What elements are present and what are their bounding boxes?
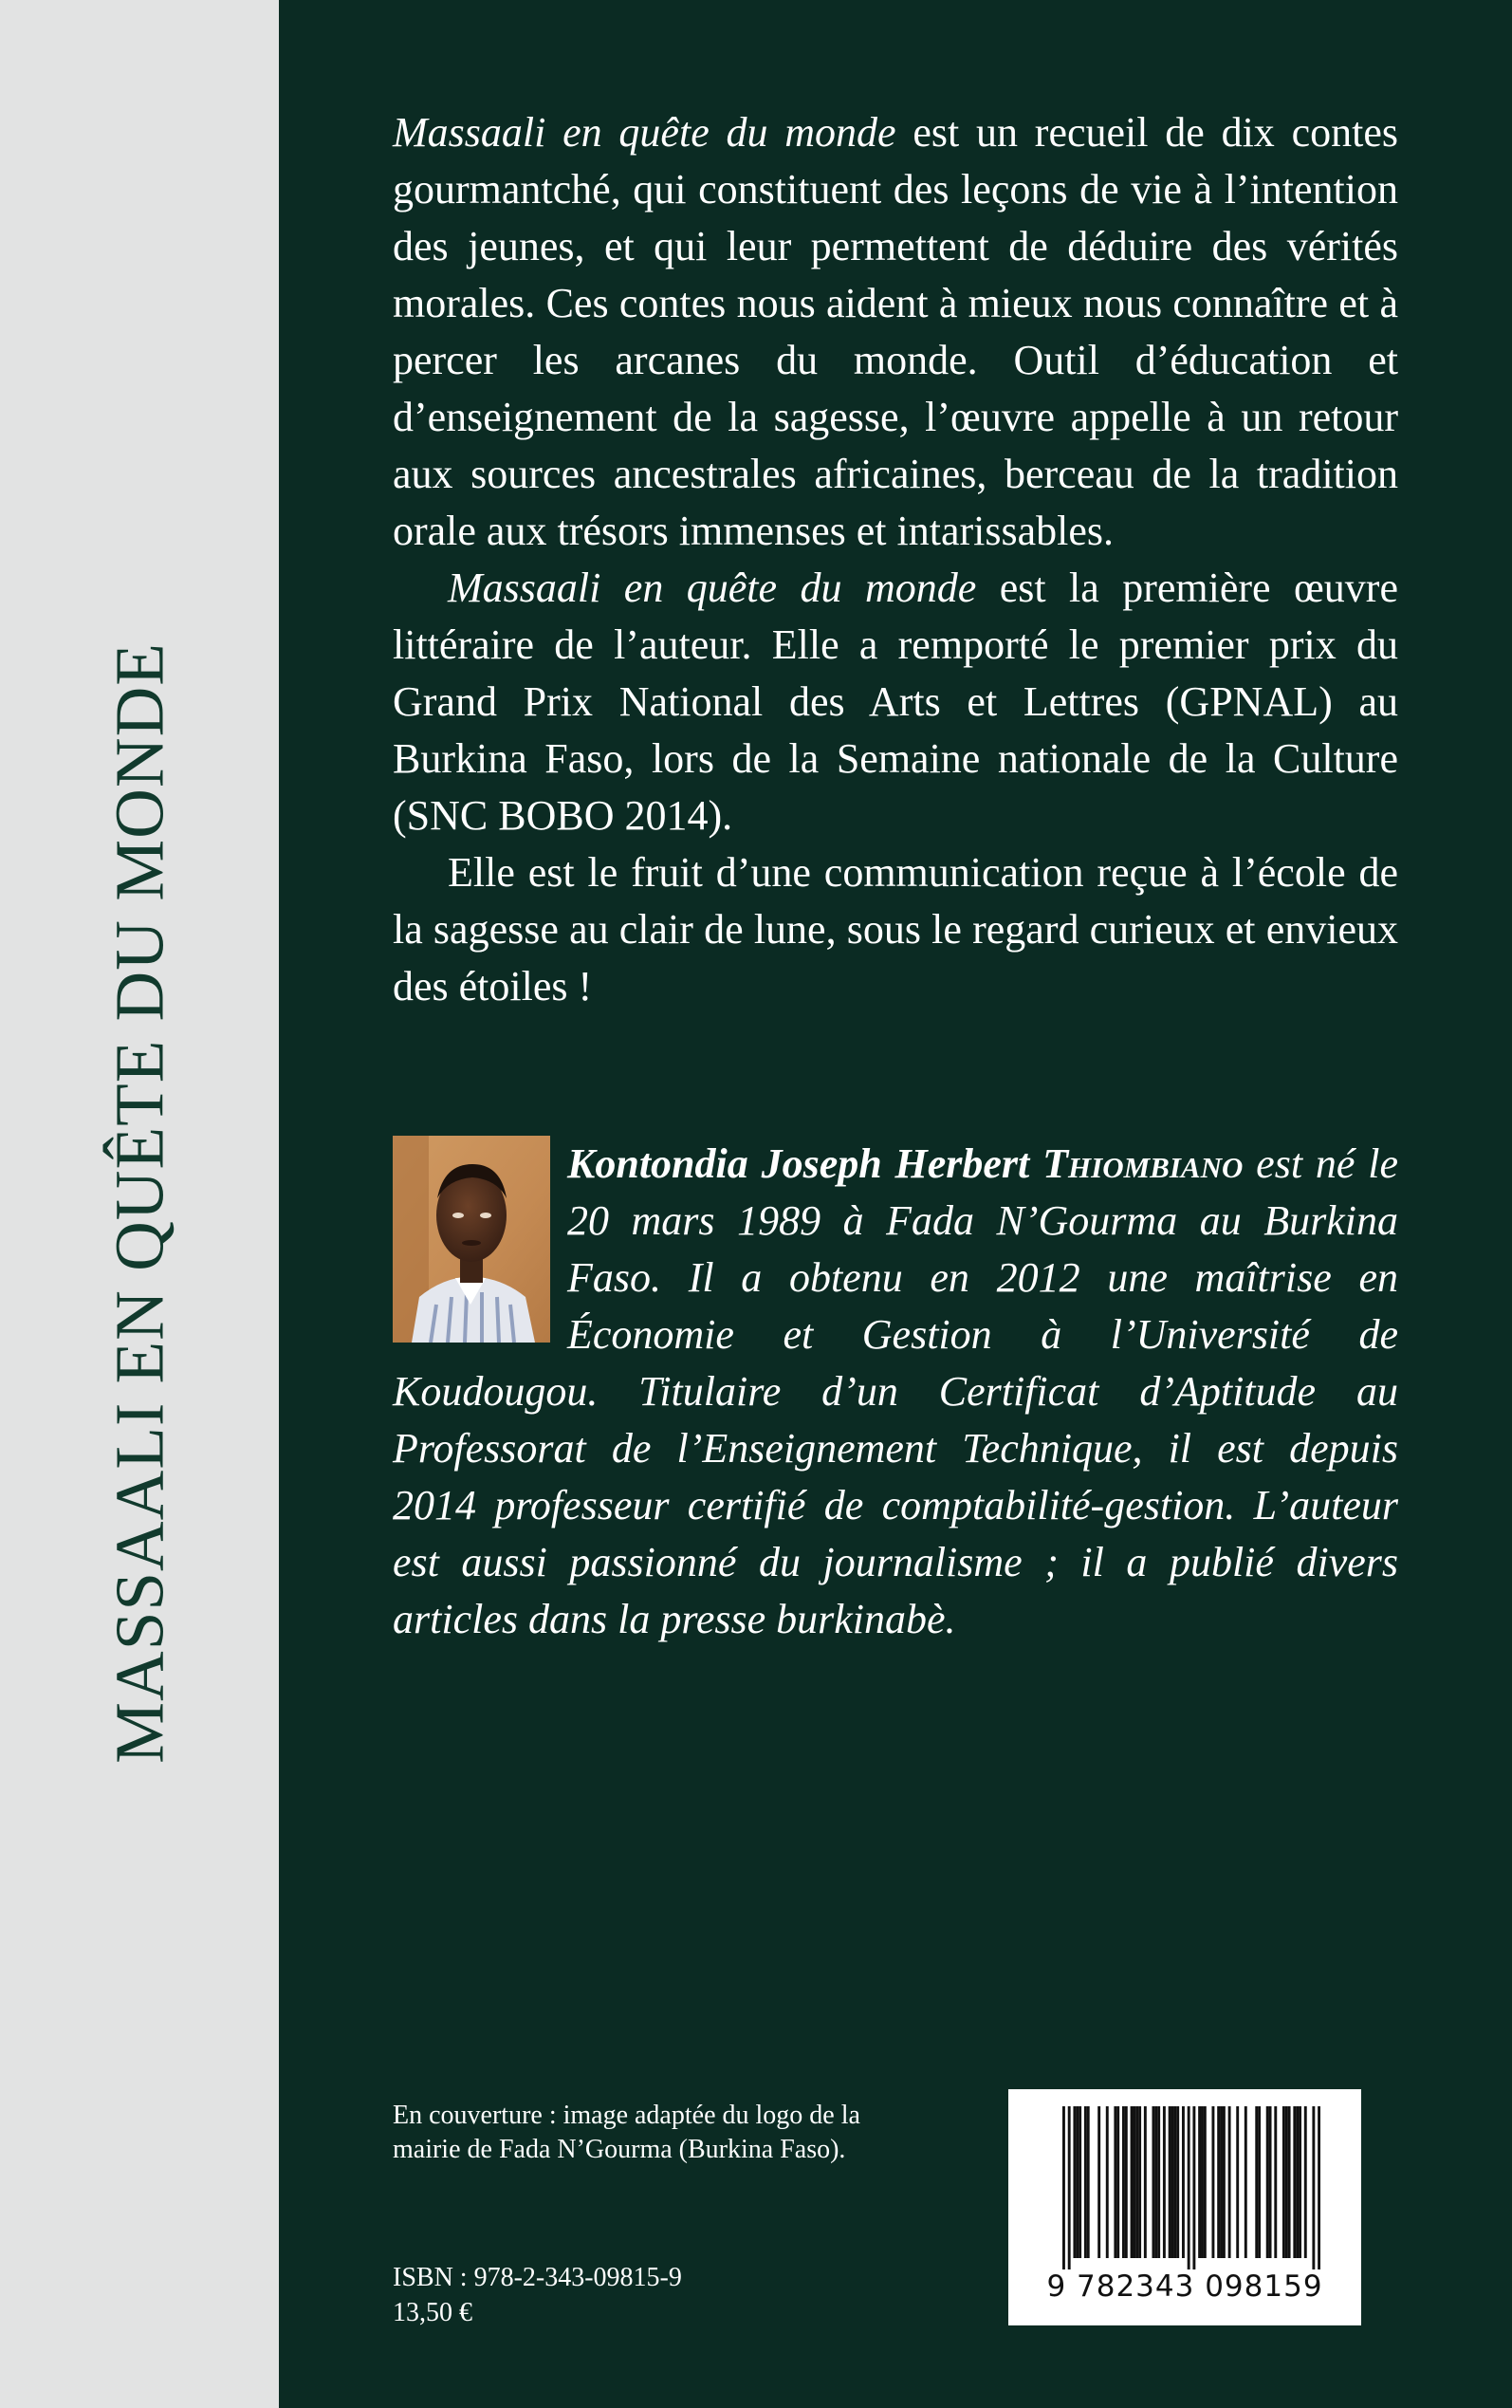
barcode-bar bbox=[1211, 2106, 1214, 2258]
blurb-paragraph-3: Elle est le fruit d’une communication reçue à l’école de la sagesse au clair de lune, sous le regard curieux et envieux des étoiles ! bbox=[393, 849, 1398, 1010]
barcode-digits: 9 782343 098159 bbox=[1046, 2269, 1323, 2304]
barcode-bar bbox=[1171, 2106, 1174, 2258]
author-section bbox=[393, 1136, 1398, 1648]
barcode-bar bbox=[1062, 2106, 1065, 2269]
barcode-bar bbox=[1312, 2106, 1315, 2269]
barcode-bar bbox=[1176, 2106, 1179, 2258]
barcode-bar bbox=[1299, 2106, 1301, 2258]
barcode-bar bbox=[1318, 2106, 1320, 2269]
book-title-italic: Massaali en quête du monde bbox=[393, 109, 896, 156]
price: 13,50 € bbox=[393, 2298, 472, 2327]
barcode-bar bbox=[1144, 2106, 1147, 2258]
barcode bbox=[1062, 2106, 1320, 2269]
author-surname: Thiombiano bbox=[1042, 1140, 1244, 1187]
barcode-bar bbox=[1304, 2106, 1307, 2258]
barcode-bar bbox=[1106, 2106, 1109, 2258]
barcode-bar bbox=[1135, 2106, 1138, 2258]
barcode-bar bbox=[1122, 2106, 1125, 2258]
barcode-bar bbox=[1131, 2106, 1134, 2258]
barcode-bar bbox=[1245, 2106, 1247, 2258]
barcode-bar bbox=[1076, 2106, 1079, 2258]
blurb-paragraph-2 bbox=[393, 560, 1398, 844]
barcode-bar bbox=[1220, 2106, 1223, 2258]
barcode-bar bbox=[1173, 2106, 1176, 2258]
barcode-bar bbox=[1097, 2106, 1100, 2258]
barcode-bar bbox=[1293, 2106, 1296, 2258]
barcode-bar bbox=[1133, 2106, 1135, 2258]
barcode-bar bbox=[1079, 2106, 1081, 2258]
barcode-bar bbox=[1169, 2106, 1171, 2258]
barcode-bar bbox=[1236, 2106, 1239, 2258]
barcode-bar bbox=[1285, 2106, 1288, 2258]
barcode-bar bbox=[1114, 2106, 1116, 2258]
barcode-bar bbox=[1296, 2106, 1299, 2258]
barcode-bar bbox=[1116, 2106, 1119, 2258]
barcode-bar bbox=[1188, 2106, 1190, 2269]
author-bio-text: est né le 20 mars 1989 à Fada N’Gourma au Burkina Faso. Il a obtenu en 2012 une maîtrise en Économie et Gestion à l’Université de Koudougou. Titulaire d’un Certificat d’Aptitude au Professorat de l’Enseignement Technique, il est depuis 2014 professeur certifié de comptabilité-gestion. L’auteur est aussi passionné du journalisme ; il a publié divers articles dans la presse burkinabè. bbox=[393, 1140, 1399, 1642]
author-name bbox=[567, 1140, 1243, 1187]
barcode-bar bbox=[1154, 2106, 1157, 2258]
author-photo bbox=[393, 1136, 550, 1343]
book-title-italic: Massaali en quête du monde bbox=[448, 565, 977, 611]
blurb-paragraph-1-text: est un recueil de dix contes gourmantché, qui constituent des leçons de vie à l’intention des jeunes, et qui leur permettent de déduire des vérités morales. Ces contes nous aident à mieux nous connaître et à percer les arcanes du monde. Outil d’éducation et d’enseignement de la sagesse, l’œuvre appelle à un retour aux sources ancestrales africaines, berceau de la tradition orale aux trésors immenses et intarissables. bbox=[393, 109, 1398, 554]
barcode-bar bbox=[1068, 2106, 1071, 2269]
barcode-bar bbox=[1125, 2106, 1128, 2258]
barcode-bar bbox=[1157, 2106, 1160, 2258]
barcode-bar bbox=[1274, 2106, 1277, 2258]
barcode-bar bbox=[1163, 2106, 1166, 2258]
barcode-bar bbox=[1152, 2106, 1154, 2258]
barcode-bar bbox=[1269, 2106, 1272, 2258]
barcode-bar bbox=[1198, 2106, 1201, 2258]
barcode-bar bbox=[1266, 2106, 1269, 2258]
cover-credit-line-2: mairie de Fada N’Gourma (Burkina Faso). bbox=[393, 2135, 846, 2164]
cover-credit-line-1: En couverture : image adaptée du logo de la bbox=[393, 2101, 860, 2130]
barcode-bar bbox=[1204, 2106, 1207, 2258]
barcode-bar bbox=[1217, 2106, 1220, 2258]
barcode-bar bbox=[1084, 2106, 1087, 2258]
blurb-paragraph-2-text: est la première œuvre littéraire de l’auteur. Elle a remporté le premier prix du Grand Prix National des Arts et Lettres (GPNAL) au Burkina Faso, lors de la Semaine nationale de la Culture (SNC BOBO 2014). bbox=[393, 565, 1398, 839]
barcode-bar bbox=[1138, 2106, 1141, 2258]
barcode-bar bbox=[1201, 2106, 1204, 2258]
book-spine bbox=[0, 0, 279, 2408]
barcode-bar bbox=[1192, 2106, 1195, 2269]
isbn-price bbox=[393, 2260, 682, 2330]
blurb bbox=[393, 104, 1398, 1015]
barcode-bar bbox=[1255, 2106, 1258, 2258]
barcode-bar bbox=[1258, 2106, 1261, 2258]
barcode-bar bbox=[1282, 2106, 1285, 2258]
barcode-bar bbox=[1073, 2106, 1076, 2258]
barcode-bar bbox=[1288, 2106, 1291, 2258]
spine-title: MASSAALI EN QUÊTE DU MONDE bbox=[101, 642, 178, 1764]
blurb-paragraph-1 bbox=[393, 104, 1398, 560]
barcode-bar bbox=[1182, 2106, 1185, 2258]
isbn: ISBN : 978-2-343-09815-9 bbox=[393, 2263, 682, 2292]
barcode-bar bbox=[1223, 2106, 1226, 2258]
author-first-names: Kontondia Joseph Herbert bbox=[567, 1140, 1030, 1187]
barcode-bar bbox=[1228, 2106, 1231, 2258]
barcode-bar bbox=[1087, 2106, 1090, 2258]
cover-credit bbox=[393, 2099, 981, 2167]
barcode-box bbox=[1008, 2089, 1361, 2325]
